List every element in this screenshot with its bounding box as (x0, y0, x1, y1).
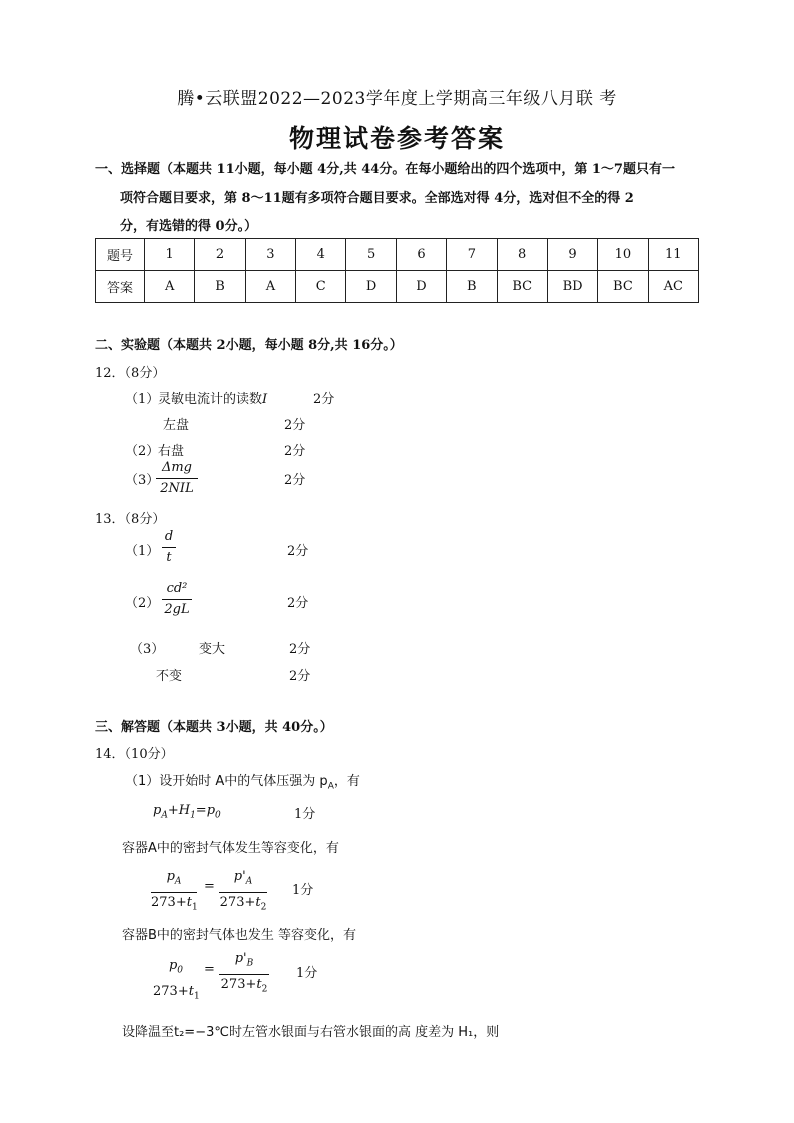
fraction-denominator: 2gL (164, 602, 190, 617)
q12-part2-text: 右盘 (158, 444, 185, 459)
q14-heading: 14．（10分） (95, 747, 174, 762)
answer-cell: BC (497, 271, 547, 303)
fraction-numerator: $p_A$ (166, 869, 182, 887)
q14-line3: 容器B中的密封气体也发生 等容变化，有 (122, 928, 357, 943)
answer-cell: A (145, 271, 195, 303)
equals-sign: = (204, 962, 215, 977)
q13-heading: 13．（8分） (95, 512, 166, 527)
q13-part1-score: 2分 (287, 544, 309, 559)
answer-cell: AC (648, 271, 698, 303)
fraction-denominator: $273+t_1$ (153, 983, 200, 1002)
q14-equation1-score: 1分 (294, 807, 316, 822)
section2-title: 二、实验题（本题共 2小题，每小题 8分,共 16分。） (95, 338, 403, 353)
table-header-cell: 答案 (96, 271, 145, 303)
answer-cell: D (396, 271, 446, 303)
section1-instructions-line3: 分，有选错的得 0分。） (120, 219, 258, 234)
question-number-cell: 10 (598, 239, 648, 271)
q12-part1-text: 灵敏电流计的读数I (158, 392, 268, 407)
answer-cell: D (346, 271, 396, 303)
exam-title-line: 腾•云联盟2022—2023学年度上学期高三年级八月联 考 (177, 89, 617, 109)
q14-equation3-score: 1分 (296, 966, 318, 981)
q14-equation1: $p_A+H_1=p_0$ (153, 803, 221, 821)
fraction-denominator: 2NIL (160, 481, 194, 496)
answer-cell: C (296, 271, 346, 303)
q13-part2-score: 2分 (287, 596, 309, 611)
q12-part3-fraction (156, 459, 198, 498)
fraction-numerator: Δmg (161, 460, 193, 475)
q14-eq3-right-fraction (219, 950, 269, 998)
question-number-cell: 9 (547, 239, 597, 271)
answer-cell: A (245, 271, 295, 303)
q12-part2-score: 2分 (284, 444, 306, 459)
table-row-numbers (96, 239, 699, 271)
answer-table (95, 238, 699, 303)
q12-part1-number: （1） (125, 392, 160, 407)
section3-title: 三、解答题（本题共 3小题，共 40分。） (95, 720, 333, 735)
section1-instructions-line1: 一、选择题（本题共 11小题，每小题 4分,共 44分。在每小题给出的四个选项中，第 1～7题只有一 (95, 162, 675, 177)
question-number-cell: 1 (145, 239, 195, 271)
q12-part1b-text: 左盘 (163, 418, 190, 433)
question-number-cell: 11 (648, 239, 698, 271)
fraction-bar (219, 892, 267, 893)
question-number-cell: 2 (195, 239, 245, 271)
fraction-bar (162, 547, 176, 548)
fraction-bar (151, 892, 197, 893)
q13-part3-text: 变大 (199, 642, 226, 657)
q14-eq2-right-fraction (219, 868, 267, 916)
fraction-denominator: $273+t_1$ (151, 894, 198, 913)
q12-part1-score: 2分 (313, 392, 335, 407)
q14-equation2-score: 1分 (292, 883, 314, 898)
q14-eq3-left-fraction (153, 957, 199, 1005)
q12-part1b-score: 2分 (284, 418, 306, 433)
section1-instructions-line2: 项符合题目要求，第 8～11题有多项符合题目要求。全部选对得 4分，选对但不全的得 2 (120, 191, 634, 206)
equals-sign: = (204, 879, 215, 894)
answer-cell: B (447, 271, 497, 303)
q12-part2-number: （2） (125, 444, 160, 459)
answer-cell: BC (598, 271, 648, 303)
fraction-denominator: $273+t_2$ (220, 976, 268, 995)
q13-part2-fraction (162, 580, 192, 619)
fraction-denominator: $273+t_2$ (219, 894, 267, 913)
fraction-bar (162, 599, 192, 600)
q13-part1-fraction (162, 528, 176, 567)
q14-part1-intro: （1）设开始时 A中的气体压强为 $p_A$，有 (125, 774, 360, 792)
fraction-bar (156, 478, 198, 479)
q12-heading: 12．（8分） (95, 366, 166, 381)
q13-part3b-text: 不变 (156, 669, 183, 684)
answer-cell: BD (547, 271, 597, 303)
answer-cell: B (195, 271, 245, 303)
fraction-numerator: $p'_A$ (233, 869, 253, 887)
q14-line4: 设降温至t₂=−3℃时左管水银面与右管水银面的高 度差为 H₁，则 (122, 1025, 500, 1040)
question-number-cell: 3 (245, 239, 295, 271)
question-number-cell: 7 (447, 239, 497, 271)
q13-part3-score: 2分 (289, 642, 311, 657)
fraction-denominator: t (166, 550, 172, 565)
question-number-cell: 4 (296, 239, 346, 271)
q13-part2-number: （2） (125, 596, 160, 611)
q13-part3b-score: 2分 (289, 669, 311, 684)
q13-part1-number: （1） (125, 544, 160, 559)
table-header-cell: 题号 (96, 239, 145, 271)
q12-part3-number: （3） (125, 473, 160, 488)
table-row-answers (96, 271, 699, 303)
fraction-numerator: $p'_B$ (234, 951, 254, 969)
fraction-numerator: $p_0$ (168, 958, 184, 976)
fraction-numerator: d (164, 529, 174, 544)
q12-part3-score: 2分 (284, 473, 306, 488)
q14-eq2-left-fraction (151, 868, 197, 916)
fraction-bar (219, 974, 269, 975)
question-number-cell: 8 (497, 239, 547, 271)
q13-part3-number: （3） (130, 642, 165, 657)
q14-line2: 容器A中的密封气体发生等容变化，有 (122, 841, 339, 856)
question-number-cell: 5 (346, 239, 396, 271)
document-title: 物理试卷参考答案 (288, 124, 505, 153)
fraction-numerator: cd² (166, 581, 188, 596)
question-number-cell: 6 (396, 239, 446, 271)
